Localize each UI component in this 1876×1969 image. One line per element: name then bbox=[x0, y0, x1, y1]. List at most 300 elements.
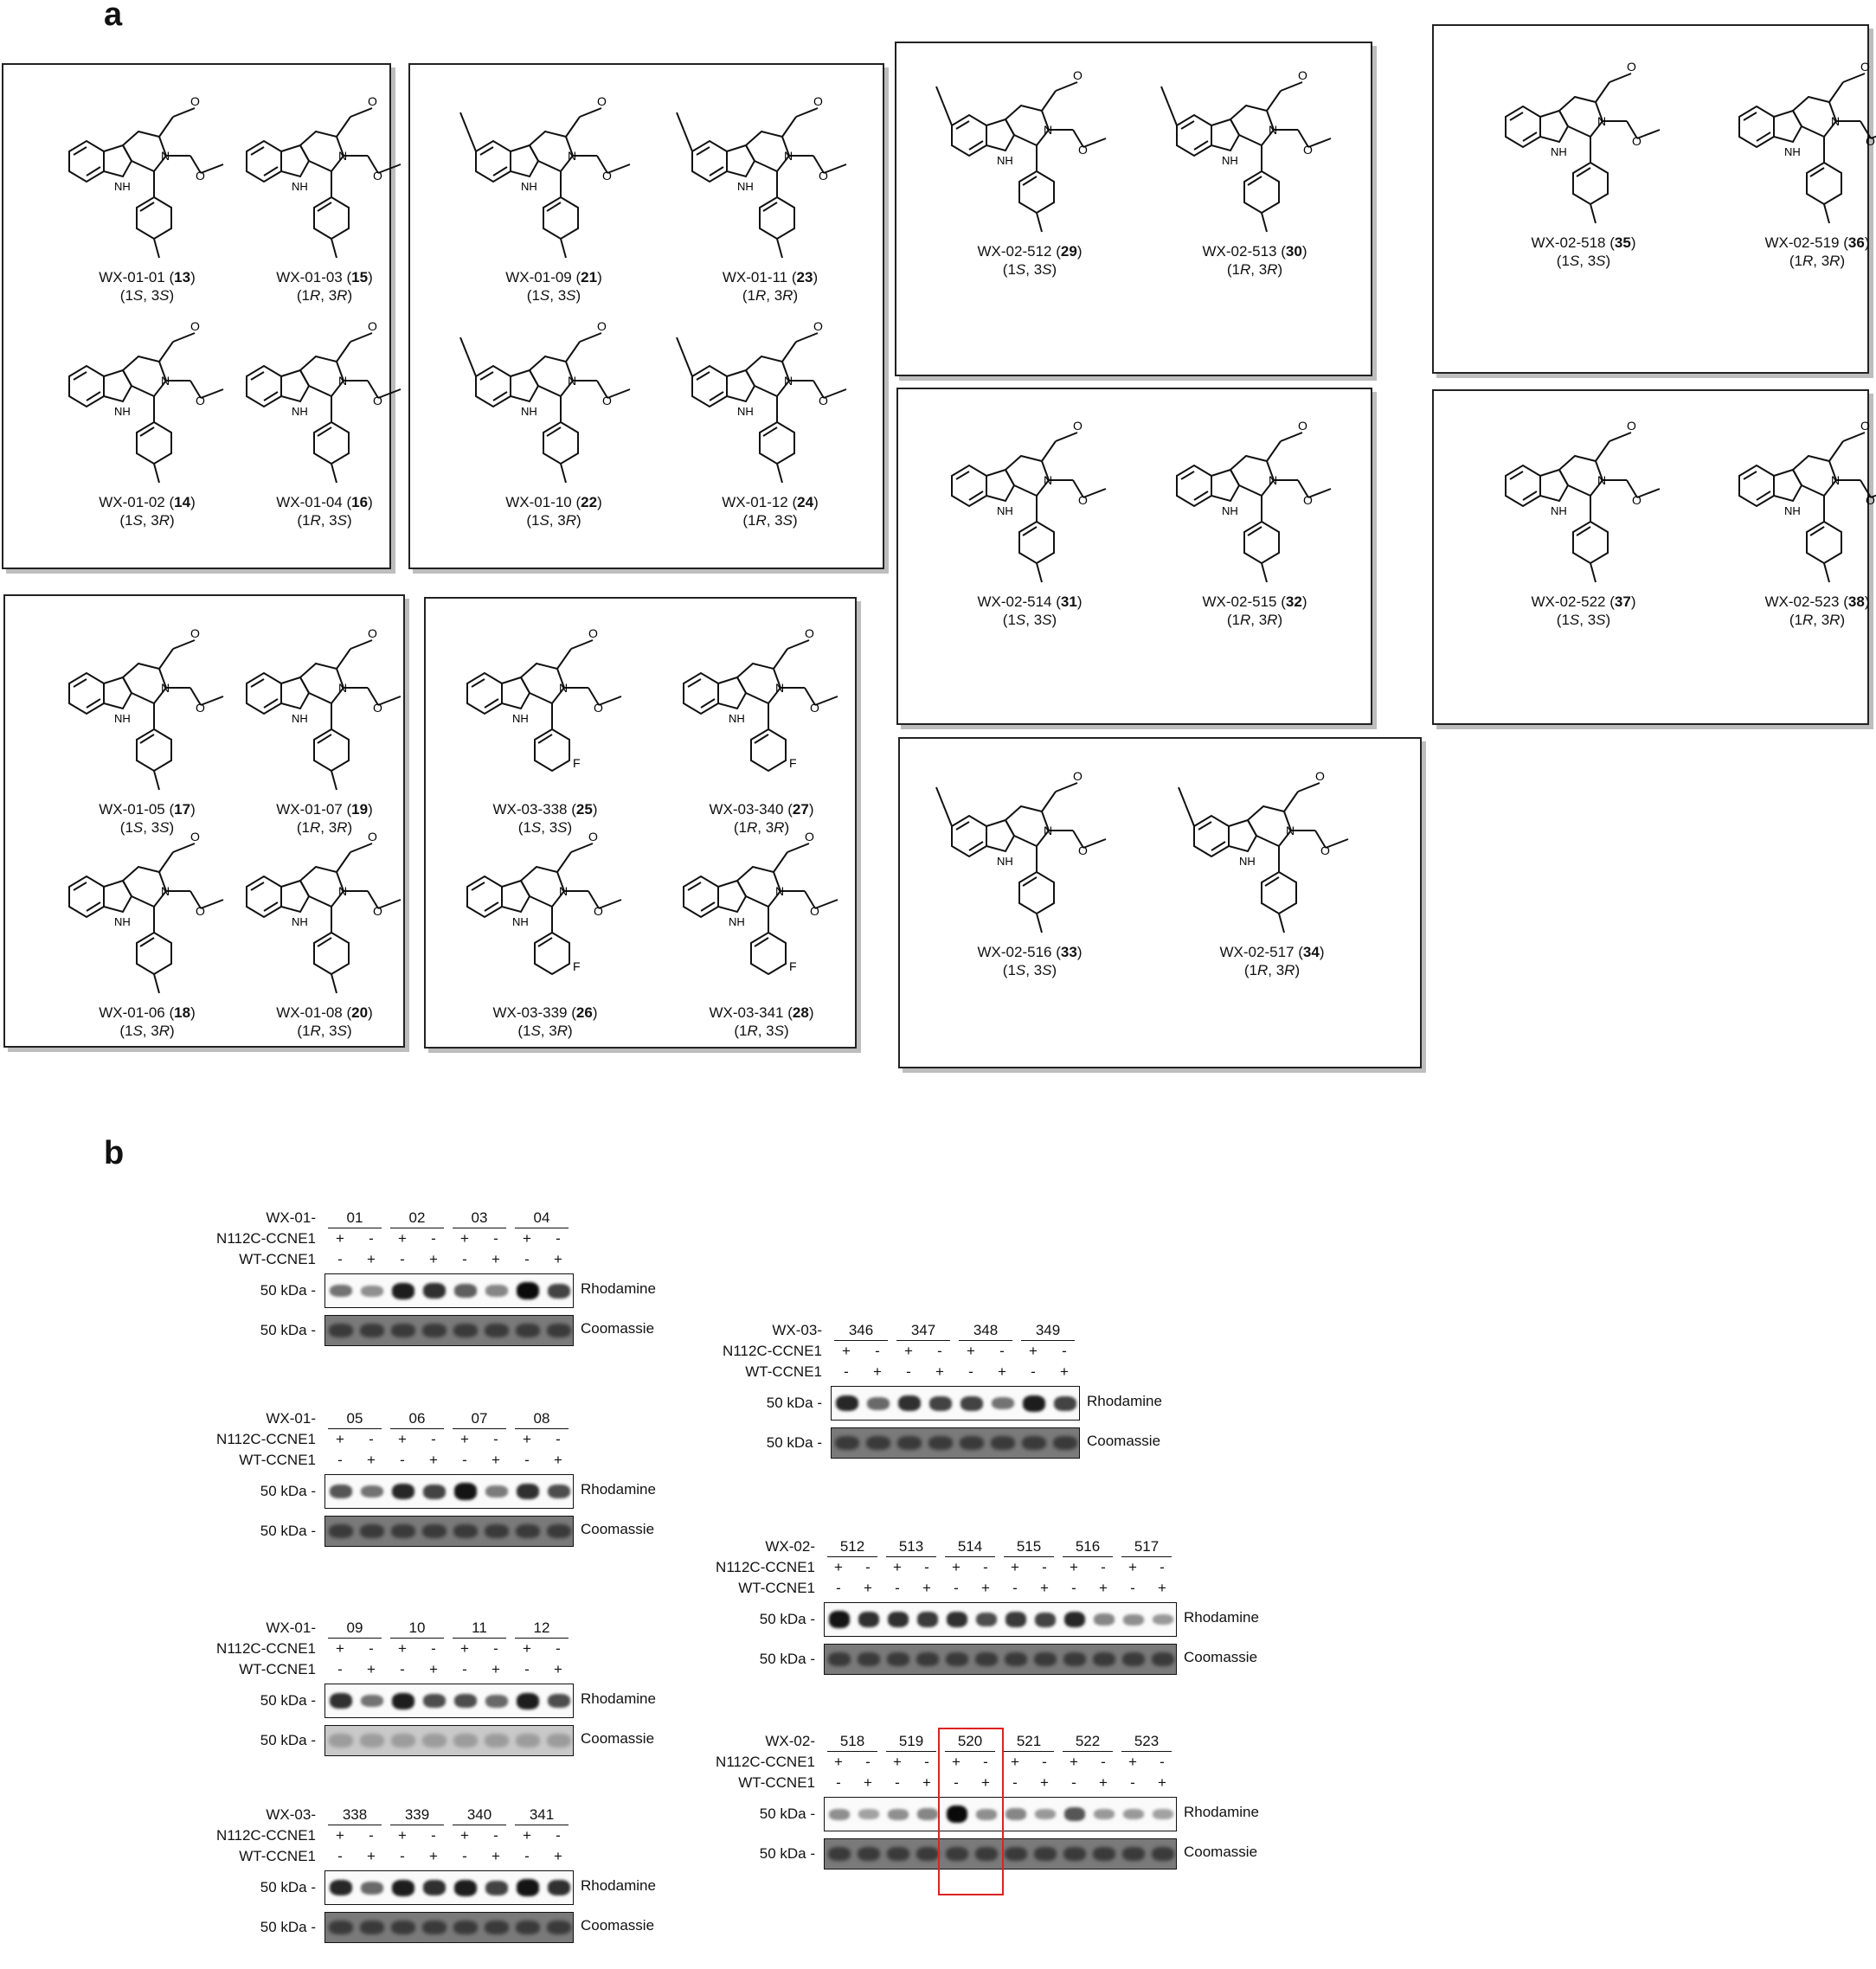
row-wt-label: WT-CCNE1 bbox=[745, 1363, 822, 1380]
coomassie-band bbox=[360, 1921, 384, 1934]
svg-text:NH: NH bbox=[512, 915, 529, 928]
lane-sign: - bbox=[1101, 1754, 1106, 1770]
compound-stereo: (1R, 3R) bbox=[296, 287, 353, 304]
svg-text:NH: NH bbox=[737, 180, 754, 193]
lane-sign: + bbox=[460, 1230, 469, 1247]
highlight-box bbox=[938, 1728, 1004, 1895]
svg-text:F: F bbox=[789, 959, 797, 973]
compound-wx-02-516 bbox=[917, 744, 1142, 979]
svg-text:O: O bbox=[1078, 143, 1088, 157]
svg-text:O: O bbox=[810, 904, 819, 918]
rhodamine-band bbox=[836, 1395, 858, 1412]
lane-sign: + bbox=[1158, 1774, 1166, 1791]
svg-text:O: O bbox=[196, 169, 205, 183]
coomassie-band bbox=[1063, 1847, 1086, 1861]
svg-text:NH: NH bbox=[1222, 504, 1238, 517]
coomassie-band bbox=[835, 1436, 859, 1450]
rhodamine-strip bbox=[324, 1684, 574, 1718]
blot-group-label: 515 bbox=[1004, 1538, 1054, 1557]
lane-sign: + bbox=[336, 1640, 344, 1657]
svg-text:O: O bbox=[368, 94, 377, 108]
lane-sign: + bbox=[1099, 1580, 1108, 1596]
compound-stereo: (1S, 3S) bbox=[119, 287, 175, 304]
coomassie-band bbox=[422, 1524, 447, 1538]
coomassie-band bbox=[453, 1524, 478, 1538]
lane-sign: - bbox=[556, 1230, 561, 1247]
lane-sign: + bbox=[1040, 1580, 1049, 1596]
kda-label: 50 kDa - bbox=[260, 1282, 316, 1299]
compound-wx-01-09 bbox=[441, 69, 666, 305]
lane-sign: + bbox=[367, 1251, 376, 1267]
svg-text:NH: NH bbox=[1784, 504, 1801, 517]
lane-sign: + bbox=[1128, 1559, 1137, 1575]
compound-stereo: (1S, 3S) bbox=[517, 819, 573, 836]
svg-text:F: F bbox=[573, 959, 581, 973]
rhodamine-band bbox=[1153, 1809, 1173, 1819]
lane-sign: - bbox=[1042, 1754, 1047, 1770]
compound-wx-02-512 bbox=[917, 43, 1142, 279]
compound-label: WX-01-11 (23) bbox=[722, 269, 819, 285]
svg-text:O: O bbox=[196, 904, 205, 918]
svg-text:N: N bbox=[1044, 123, 1053, 137]
coomassie-band bbox=[946, 1652, 968, 1666]
molecule-drawing bbox=[666, 805, 857, 1004]
blot-group-label: 04 bbox=[515, 1209, 569, 1228]
svg-text:N: N bbox=[775, 681, 785, 695]
rhodamine-label: Rhodamine bbox=[1184, 1609, 1259, 1626]
svg-text:NH: NH bbox=[729, 712, 745, 725]
rhodamine-band bbox=[548, 1694, 570, 1709]
lane-sign: - bbox=[431, 1640, 436, 1657]
lane-sign: + bbox=[864, 1774, 872, 1791]
lane-sign: - bbox=[369, 1827, 374, 1844]
svg-text:NH: NH bbox=[997, 855, 1013, 868]
svg-text:N: N bbox=[1044, 824, 1053, 837]
lane-sign: - bbox=[493, 1827, 498, 1844]
compound-wx-02-519 bbox=[1705, 35, 1876, 270]
blot-group-label: 520 bbox=[945, 1733, 995, 1752]
molecule-drawing bbox=[935, 744, 1125, 943]
lane-sign: - bbox=[369, 1230, 374, 1247]
lane-sign: - bbox=[924, 1754, 929, 1770]
lane-sign: + bbox=[491, 1661, 500, 1677]
row-n112c-label: N112C-CCNE1 bbox=[216, 1431, 316, 1447]
kda-label: 50 kDa - bbox=[260, 1322, 316, 1338]
blot-group-label: 347 bbox=[896, 1322, 950, 1341]
kda-label: 50 kDa - bbox=[260, 1879, 316, 1895]
coomassie-strip bbox=[324, 1315, 574, 1346]
molecule-drawing bbox=[229, 805, 420, 1004]
rhodamine-band bbox=[485, 1695, 508, 1708]
compound-wx-01-11 bbox=[658, 69, 883, 305]
compound-stereo: (1R, 3R) bbox=[1789, 253, 1846, 269]
svg-text:O: O bbox=[368, 319, 377, 333]
kda-label: 50 kDa - bbox=[766, 1434, 822, 1451]
compound-stereo: (1R, 3S) bbox=[734, 1023, 789, 1039]
compound-stereo: (1R, 3R) bbox=[1226, 261, 1283, 278]
svg-text:O: O bbox=[1860, 419, 1870, 433]
compound-label: WX-01-06 (18) bbox=[99, 1004, 196, 1021]
kda-label: 50 kDa - bbox=[260, 1919, 316, 1935]
svg-text:O: O bbox=[594, 701, 603, 715]
compound-wx-01-10 bbox=[441, 294, 666, 529]
molecule-drawing bbox=[450, 805, 640, 1004]
svg-text:N: N bbox=[568, 149, 577, 163]
rhodamine-label: Rhodamine bbox=[581, 1481, 656, 1498]
blot-group-label: 348 bbox=[959, 1322, 1012, 1341]
svg-text:O: O bbox=[810, 701, 819, 715]
svg-text:NH: NH bbox=[292, 180, 308, 193]
svg-text:O: O bbox=[813, 319, 823, 333]
lane-sign: + bbox=[864, 1580, 872, 1596]
svg-text:O: O bbox=[1298, 419, 1307, 433]
kda-label: 50 kDa - bbox=[766, 1395, 822, 1411]
compound-label: WX-03-338 (25) bbox=[492, 801, 598, 818]
lane-sign: + bbox=[981, 1774, 990, 1791]
svg-text:N: N bbox=[161, 884, 170, 898]
svg-text:F: F bbox=[789, 756, 797, 770]
compound-wx-01-12 bbox=[658, 294, 883, 529]
svg-text:NH: NH bbox=[521, 405, 537, 418]
lane-sign: + bbox=[1040, 1774, 1049, 1791]
svg-text:NH: NH bbox=[521, 180, 537, 193]
compound-stereo: (1S, 3R) bbox=[517, 1023, 573, 1039]
rhodamine-band bbox=[1064, 1807, 1085, 1821]
coomassie-band bbox=[422, 1734, 447, 1748]
coomassie-strip bbox=[324, 1725, 574, 1756]
lane-sign: - bbox=[400, 1661, 405, 1677]
svg-text:NH: NH bbox=[737, 405, 754, 418]
rhodamine-band bbox=[361, 1695, 383, 1708]
svg-text:N: N bbox=[338, 884, 348, 898]
lane-sign: - bbox=[1160, 1559, 1165, 1575]
lane-sign: + bbox=[967, 1343, 975, 1359]
svg-text:O: O bbox=[190, 94, 200, 108]
lane-sign: + bbox=[842, 1343, 851, 1359]
svg-text:O: O bbox=[1632, 134, 1642, 148]
lane-sign: - bbox=[462, 1251, 467, 1267]
kda-label: 50 kDa - bbox=[759, 1845, 815, 1862]
rhodamine-strip bbox=[831, 1386, 1080, 1421]
lane-sign: - bbox=[1012, 1580, 1018, 1596]
lane-sign: + bbox=[523, 1230, 531, 1247]
svg-text:N: N bbox=[1269, 123, 1278, 137]
lane-sign: + bbox=[1011, 1559, 1019, 1575]
lane-sign: - bbox=[400, 1848, 405, 1864]
molecule-drawing bbox=[1488, 394, 1679, 593]
coomassie-band bbox=[485, 1524, 509, 1538]
svg-text:NH: NH bbox=[1222, 154, 1238, 167]
molecule-drawing bbox=[675, 294, 865, 493]
rhodamine-strip bbox=[324, 1273, 574, 1308]
blot-prefix: WX-01- bbox=[266, 1410, 316, 1427]
coomassie-label: Coomassie bbox=[1184, 1844, 1258, 1860]
molecule-drawing bbox=[935, 394, 1125, 593]
coomassie-band bbox=[1034, 1847, 1057, 1861]
svg-text:NH: NH bbox=[997, 504, 1013, 517]
svg-text:N: N bbox=[1286, 824, 1295, 837]
compound-label: WX-03-341 (28) bbox=[709, 1004, 814, 1021]
svg-text:NH: NH bbox=[114, 915, 131, 928]
svg-text:N: N bbox=[161, 681, 170, 695]
svg-text:O: O bbox=[190, 830, 200, 843]
compound-stereo: (1R, 3R) bbox=[1789, 612, 1846, 628]
coomassie-label: Coomassie bbox=[581, 1917, 655, 1934]
rhodamine-band bbox=[548, 1485, 570, 1499]
lane-sign: + bbox=[1070, 1754, 1078, 1770]
svg-text:O: O bbox=[588, 830, 598, 843]
coomassie-band bbox=[360, 1734, 384, 1748]
lane-sign: - bbox=[369, 1640, 374, 1657]
blot-group-label: 02 bbox=[390, 1209, 444, 1228]
coomassie-band bbox=[960, 1436, 984, 1450]
coomassie-band bbox=[991, 1436, 1015, 1450]
svg-text:F: F bbox=[573, 756, 581, 770]
lane-sign: - bbox=[1130, 1580, 1135, 1596]
svg-text:N: N bbox=[1269, 473, 1278, 487]
lane-sign: - bbox=[431, 1827, 436, 1844]
lane-sign: + bbox=[834, 1559, 843, 1575]
rhodamine-band bbox=[898, 1395, 921, 1411]
compound-stereo: (1S, 3R) bbox=[526, 512, 581, 529]
compound-wx-01-04 bbox=[212, 294, 437, 529]
row-n112c-label: N112C-CCNE1 bbox=[723, 1343, 822, 1359]
compound-stereo: (1R, 3R) bbox=[296, 819, 353, 836]
compound-stereo: (1R, 3S) bbox=[742, 512, 798, 529]
rhodamine-band bbox=[485, 1881, 508, 1895]
lane-sign: + bbox=[429, 1661, 438, 1677]
rhodamine-band bbox=[423, 1283, 446, 1299]
lane-sign: - bbox=[493, 1640, 498, 1657]
svg-text:O: O bbox=[594, 904, 603, 918]
rhodamine-label: Rhodamine bbox=[581, 1690, 656, 1707]
blot-prefix: WX-01- bbox=[266, 1619, 316, 1636]
lane-sign: + bbox=[523, 1827, 531, 1844]
svg-text:N: N bbox=[161, 374, 170, 388]
svg-text:N: N bbox=[559, 681, 569, 695]
rhodamine-label: Rhodamine bbox=[1087, 1393, 1162, 1409]
lane-sign: + bbox=[429, 1251, 438, 1267]
lane-sign: - bbox=[1071, 1774, 1076, 1791]
coomassie-band bbox=[1022, 1436, 1046, 1450]
compound-label: WX-02-519 (36) bbox=[1764, 234, 1870, 251]
lane-sign: - bbox=[875, 1343, 880, 1359]
compound-label: WX-01-04 (16) bbox=[276, 494, 373, 510]
row-wt-label: WT-CCNE1 bbox=[738, 1580, 815, 1596]
svg-text:N: N bbox=[784, 149, 793, 163]
lane-sign: - bbox=[999, 1343, 1005, 1359]
rhodamine-band bbox=[1064, 1612, 1085, 1628]
rhodamine-band bbox=[517, 1282, 539, 1299]
compound-label: WX-02-517 (34) bbox=[1219, 944, 1325, 960]
row-n112c-label: N112C-CCNE1 bbox=[216, 1230, 316, 1247]
rhodamine-band bbox=[1094, 1809, 1115, 1820]
compound-label: WX-01-08 (20) bbox=[276, 1004, 373, 1021]
svg-text:O: O bbox=[805, 830, 814, 843]
blot-group-label: 341 bbox=[515, 1806, 569, 1825]
compound-label: WX-01-02 (14) bbox=[99, 494, 196, 510]
lane-sign: - bbox=[431, 1230, 436, 1247]
svg-text:N: N bbox=[1044, 473, 1053, 487]
svg-text:O: O bbox=[368, 626, 377, 640]
coomassie-band bbox=[453, 1921, 478, 1934]
compound-label: WX-01-01 (13) bbox=[99, 269, 196, 285]
rhodamine-band bbox=[960, 1396, 983, 1411]
lane-sign: - bbox=[1071, 1580, 1076, 1596]
coomassie-band bbox=[887, 1847, 909, 1861]
rhodamine-band bbox=[423, 1880, 446, 1895]
compound-wx-02-513 bbox=[1142, 43, 1367, 279]
lane-sign: - bbox=[493, 1431, 498, 1447]
coomassie-band bbox=[1093, 1652, 1115, 1666]
lane-sign: - bbox=[556, 1431, 561, 1447]
svg-text:O: O bbox=[597, 94, 607, 108]
lane-sign: + bbox=[873, 1363, 882, 1380]
lane-sign: + bbox=[893, 1754, 902, 1770]
row-n112c-label: N112C-CCNE1 bbox=[716, 1754, 815, 1770]
compound-stereo: (1S, 3S) bbox=[1556, 612, 1611, 628]
row-wt-label: WT-CCNE1 bbox=[239, 1452, 316, 1468]
svg-text:O: O bbox=[805, 626, 814, 640]
molecule-drawing bbox=[229, 294, 420, 493]
coomassie-band bbox=[360, 1524, 384, 1538]
svg-text:O: O bbox=[196, 701, 205, 715]
svg-text:O: O bbox=[373, 394, 382, 407]
rhodamine-band bbox=[1054, 1396, 1076, 1411]
lane-sign: - bbox=[369, 1431, 374, 1447]
coomassie-band bbox=[1122, 1847, 1145, 1861]
lane-sign: - bbox=[337, 1661, 343, 1677]
molecule-drawing bbox=[1488, 35, 1679, 234]
svg-text:O: O bbox=[597, 319, 607, 333]
svg-text:O: O bbox=[1303, 493, 1313, 507]
lane-sign: - bbox=[937, 1343, 942, 1359]
blot-group-label: 09 bbox=[328, 1619, 382, 1639]
lane-sign: - bbox=[524, 1452, 530, 1468]
blot-group-label: 11 bbox=[453, 1619, 506, 1639]
lane-sign: + bbox=[935, 1363, 944, 1380]
lane-sign: - bbox=[924, 1559, 929, 1575]
svg-text:O: O bbox=[1627, 60, 1636, 74]
lane-sign: + bbox=[367, 1848, 376, 1864]
svg-text:N: N bbox=[568, 374, 577, 388]
lane-sign: + bbox=[952, 1754, 960, 1770]
coomassie-band bbox=[547, 1524, 571, 1538]
blot-group-label: 01 bbox=[328, 1209, 382, 1228]
blot-group-label: 07 bbox=[453, 1410, 506, 1429]
blot-prefix: WX-02- bbox=[765, 1538, 815, 1555]
svg-text:NH: NH bbox=[1551, 145, 1567, 158]
lane-sign: + bbox=[336, 1827, 344, 1844]
rhodamine-band bbox=[1153, 1614, 1173, 1626]
compound-stereo: (1S, 3R) bbox=[119, 512, 175, 529]
lane-sign: - bbox=[1012, 1774, 1018, 1791]
compound-label: WX-02-516 (33) bbox=[977, 944, 1083, 960]
coomassie-band bbox=[329, 1921, 353, 1934]
svg-text:O: O bbox=[1298, 68, 1307, 82]
svg-text:NH: NH bbox=[292, 712, 308, 725]
rhodamine-band bbox=[361, 1882, 383, 1895]
panel-b-label: b bbox=[104, 1135, 125, 1171]
lane-sign: - bbox=[431, 1431, 436, 1447]
lane-sign: - bbox=[865, 1559, 871, 1575]
kda-label: 50 kDa - bbox=[260, 1692, 316, 1709]
compound-stereo: (1R, 3R) bbox=[733, 819, 790, 836]
blot-group-label: 12 bbox=[515, 1619, 569, 1639]
lane-sign: + bbox=[460, 1640, 469, 1657]
compound-stereo: (1R, 3R) bbox=[742, 287, 799, 304]
coomassie-band bbox=[516, 1734, 540, 1748]
lane-sign: - bbox=[1160, 1754, 1165, 1770]
lane-sign: - bbox=[524, 1251, 530, 1267]
lane-sign: - bbox=[337, 1452, 343, 1468]
molecule-drawing bbox=[1177, 744, 1367, 943]
compound-wx-02-522 bbox=[1471, 394, 1696, 629]
lane-sign: + bbox=[554, 1661, 562, 1677]
rhodamine-strip bbox=[824, 1602, 1177, 1637]
blot-group-label: 08 bbox=[515, 1410, 569, 1429]
rhodamine-strip bbox=[324, 1870, 574, 1905]
lane-sign: + bbox=[336, 1431, 344, 1447]
lane-sign: - bbox=[1031, 1363, 1036, 1380]
coomassie-band bbox=[916, 1652, 939, 1666]
lane-sign: - bbox=[865, 1754, 871, 1770]
molecule-drawing bbox=[450, 601, 640, 800]
svg-text:O: O bbox=[602, 169, 612, 183]
blot-prefix: WX-02- bbox=[765, 1733, 815, 1749]
svg-text:N: N bbox=[338, 681, 348, 695]
lane-sign: + bbox=[904, 1343, 913, 1359]
blot-group-label: 349 bbox=[1021, 1322, 1075, 1341]
lane-sign: + bbox=[1011, 1754, 1019, 1770]
coomassie-band bbox=[887, 1652, 909, 1666]
rhodamine-band bbox=[947, 1612, 967, 1627]
coomassie-band bbox=[547, 1324, 571, 1337]
rhodamine-band bbox=[888, 1809, 909, 1820]
coomassie-label: Coomassie bbox=[1184, 1649, 1258, 1665]
blot-prefix: WX-03- bbox=[772, 1322, 822, 1338]
rhodamine-band bbox=[485, 1285, 508, 1297]
rhodamine-band bbox=[888, 1612, 909, 1627]
svg-text:O: O bbox=[1315, 769, 1325, 783]
compound-wx-02-518 bbox=[1471, 35, 1696, 270]
coomassie-label: Coomassie bbox=[1087, 1433, 1161, 1449]
coomassie-strip bbox=[824, 1644, 1177, 1675]
coomassie-strip bbox=[324, 1912, 574, 1943]
svg-text:O: O bbox=[1073, 419, 1083, 433]
lane-sign: + bbox=[834, 1754, 843, 1770]
blot-group-label: 516 bbox=[1063, 1538, 1113, 1557]
svg-text:N: N bbox=[1597, 114, 1607, 128]
svg-text:N: N bbox=[338, 374, 348, 388]
lane-sign: - bbox=[1101, 1559, 1106, 1575]
svg-text:N: N bbox=[1597, 473, 1607, 487]
compound-label: WX-03-339 (26) bbox=[492, 1004, 598, 1021]
svg-text:O: O bbox=[602, 394, 612, 407]
blot-group-label: 523 bbox=[1121, 1733, 1172, 1752]
lane-sign: + bbox=[1128, 1754, 1137, 1770]
svg-text:O: O bbox=[1632, 493, 1642, 507]
rhodamine-band bbox=[454, 1694, 477, 1709]
row-wt-label: WT-CCNE1 bbox=[239, 1661, 316, 1677]
rhodamine-band bbox=[330, 1880, 352, 1896]
lane-sign: - bbox=[556, 1827, 561, 1844]
coomassie-band bbox=[928, 1436, 953, 1450]
lane-sign: + bbox=[398, 1827, 407, 1844]
compound-stereo: (1R, 3R) bbox=[1243, 962, 1301, 978]
blot-group-label: 522 bbox=[1063, 1733, 1113, 1752]
coomassie-band bbox=[828, 1652, 851, 1666]
